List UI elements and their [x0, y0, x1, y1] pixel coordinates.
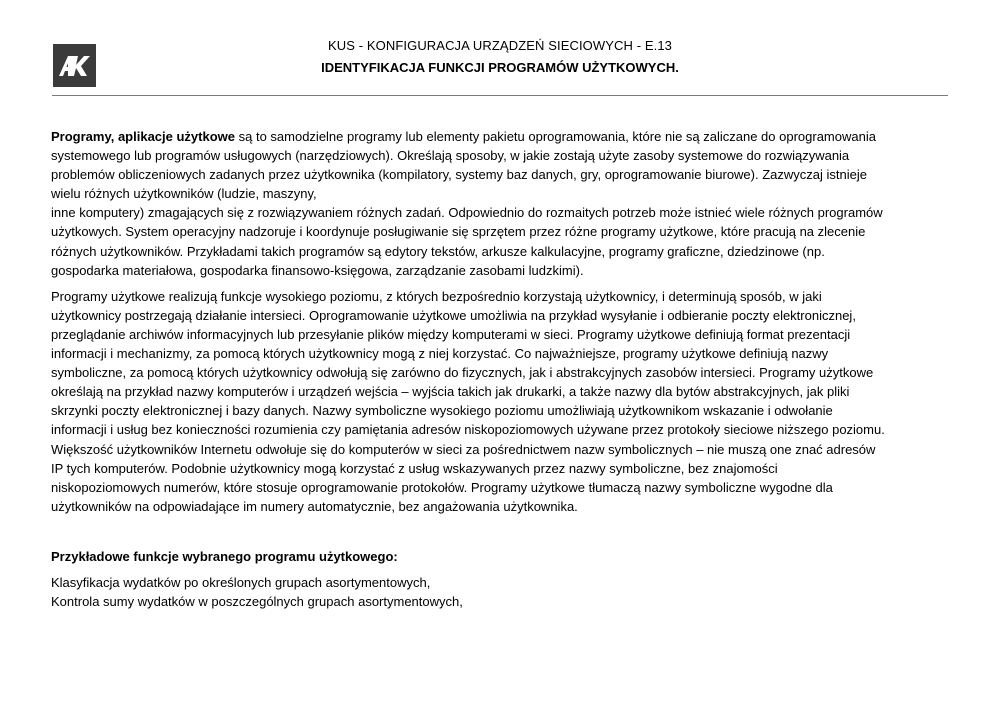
header-divider — [52, 95, 948, 96]
intro-line: różnych użytkowników. Przykładami takich programów są edytory tekstów, arkusze kalkulacyjne, programy graficzne, dziedzinowe (np. — [51, 243, 825, 259]
intro-line-text: są to samodzielne programy lub elementy pakietu oprogramowania, które nie są zaliczane do oprogramowania — [235, 129, 876, 144]
body-line: skrzynki poczty elektronicznej i bazy danych. Nazwy symboliczne wysokiego poziomu umożliwiają użytkownikom wskazanie i odwołanie — [51, 403, 833, 419]
body-line: IP tych komputerów. Podobnie użytkownicy mogą korzystać z usług wskazywanych przez nazwy symboliczne, bez znajomości — [51, 460, 778, 476]
logo — [53, 44, 96, 87]
intro-line — [51, 129, 876, 144]
document-content — [51, 127, 963, 611]
document-subtitle: IDENTYFIKACJA FUNKCJI PROGRAMÓW UŻYTKOWYCH. — [321, 60, 679, 75]
body-line: użytkowników na odpowiadające im numery automatycznie, bez angażowania użytkownika. — [51, 498, 578, 514]
body-line: informacji i mechanizmy, za pomocą których użytkownicy mogą z niej korzystać. Co najważniejsze, programy użytkowe definiują nazwy — [51, 346, 829, 362]
intro-lead-term: Programy, aplikacje użytkowe — [51, 129, 235, 144]
body-line: niskopoziomowych numerów, które stosuje oprogramowanie protokołów. Programy użytkowe tłumaczą nazwy symboliczne wygodne dla — [51, 479, 833, 495]
body-line: Większość użytkowników Internetu odwołuje się do komputerów w sieci za pośrednictwem nazw symbolicznych – nie muszą one znać adresów — [51, 441, 876, 457]
body-line: Programy użytkowe realizują funkcje wysokiego poziomu, z których bezpośrednio korzystają użytkownicy, i determinują sposób, w jaki — [51, 288, 822, 304]
intro-line: problemów obliczeniowych zadanych przez użytkownika (kompilatory, systemy baz danych, gry, oprogramowanie biurowe). Zazwyczaj istnieje — [51, 167, 867, 183]
body-line: określają na przykład nazwy komputerów i urządzeń wejścia – wyjścia takich jak drukarki, a także nazwy dla bytów abstrakcyjnych, jak pliki — [51, 384, 850, 400]
intro-paragraph — [51, 127, 963, 280]
document-title: KUS - KONFIGURACJA URZĄDZEŃ SIECIOWYCH - E.13 — [328, 38, 672, 53]
list-item: Klasyfikacja wydatków po określonych grupach asortymentowych, — [51, 574, 431, 590]
logo-ak-mark — [57, 54, 93, 78]
body-line: informacji i usług bez konieczności rozumienia czy pamiętania adresów niskopoziomowych używane przez protokoły sieciowe niższego poziomu. — [51, 422, 885, 438]
intro-line: inne komputery) zmagających się z rozwiązywaniem różnych zadań. Odpowiednio do rozmaitych potrzeb może istnieć wiele różnych programów — [51, 205, 883, 221]
intro-line: gospodarka materiałowa, gospodarka finansowo-księgowa, zarządzanie zasobami ludzkimi). — [51, 262, 584, 278]
body-line: przeglądanie archiwów informacyjnych lub przesyłanie plików między komputerami w sieci. Programy użytkowe definiują format prezentacji — [51, 326, 851, 342]
body-line: symboliczne, za pomocą których użytkownicy odwołują się zarówno do fizycznych, jak i abstrakcyjnych zasobów intersieci. Programy użytkowe — [51, 365, 874, 381]
intro-line: systemowego lub programów usługowych (narzędziowych). Określają sposoby, w jakie zostają użyte zasoby systemowe do rozwiązywania — [51, 148, 850, 164]
intro-line: wielu różnych użytkowników (ludzie, maszyny, — [51, 186, 317, 202]
body-line: użytkownicy postrzegają działanie intersieci. Oprogramowanie użytkowe umożliwia na przykład wysyłanie i odbieranie poczty elektronicznej, — [51, 307, 856, 323]
examples-list — [51, 573, 963, 611]
intro-line: użytkowych. System operacyjny nadzoruje i koordynuje posługiwanie się sprzętem przez różne programy użytkowe, które pracują na zlecenie — [51, 224, 866, 240]
list-item: Kontrola sumy wydatków w poszczególnych grupach asortymentowych, — [51, 594, 463, 610]
examples-heading: Przykładowe funkcje wybranego programu użytkowego: — [51, 548, 398, 564]
body-paragraph — [51, 287, 963, 516]
